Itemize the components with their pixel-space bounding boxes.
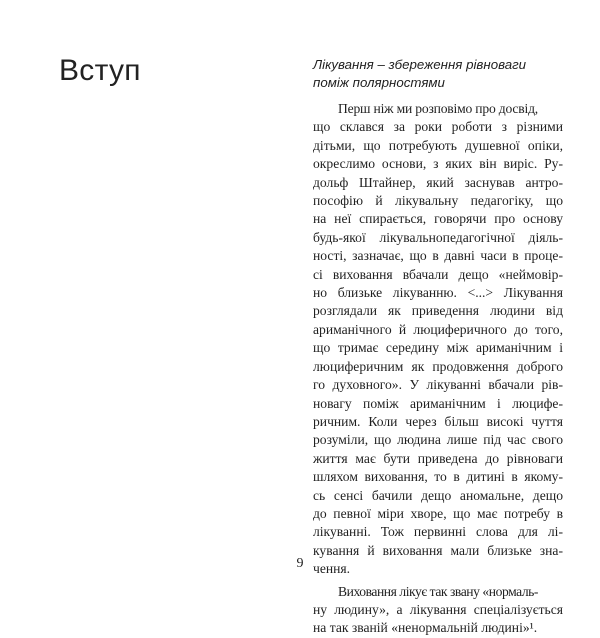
text-line: що тримає середину між ариманічним і: [313, 340, 563, 356]
subtitle-line: поміж полярностями: [313, 75, 445, 90]
text-line: життя має бути приведена до рівноваги: [313, 450, 563, 466]
text-line: новагу поміж ариманічним і люцифе-: [313, 395, 563, 411]
text-line: шляхом виховання, то в дитині в якому-: [313, 469, 563, 485]
text-line: но близьке лікуванню. <...> Лікування: [313, 285, 563, 301]
text-line: розуміли, що людина лише під час свого: [313, 432, 563, 448]
text-line: до певної міри хворе, що має потребу в: [313, 505, 563, 521]
section-subtitle: [313, 56, 563, 92]
paragraph: [313, 100, 563, 579]
text-line: ності, зазначає, що в давні часи в проце-: [313, 248, 563, 264]
text-line: люциферичним як продовження доброго: [313, 358, 563, 374]
text-line: го духовного». У лікуванні вбачали рів-: [313, 377, 563, 393]
text-line: лікуванні. Тож первинні слова для лі-: [313, 524, 563, 540]
text-line: Виховання лікує так звану «нормаль-: [338, 583, 538, 599]
text-line: на неї спирається, говорячи про основу: [313, 211, 563, 227]
text-line: окреслимо основи, з яких він виріс. Ру-: [313, 156, 563, 172]
text-line: дольф Штайнер, який заснував антро-: [313, 174, 563, 190]
text-line: сь сенсі бачили дещо аномальне, дещо: [313, 487, 563, 503]
text-line: ну людину», а лікування спеціалізується: [313, 601, 563, 617]
text-column: [313, 56, 563, 638]
text-line: дітьми, що потребують душевної опіки,: [313, 137, 563, 153]
text-line: ариманічного й люциферичного до того,: [313, 321, 563, 337]
text-line: пософію й лікувальну педагогіку, що: [313, 193, 563, 209]
chapter-title: Вступ: [59, 54, 141, 87]
text-line: ричним. Коли через більш високі чуття: [313, 413, 563, 429]
text-line: на так званій «ненормальній людині»¹.: [313, 620, 538, 636]
text-line: кування й виховання мали близьке зна-: [313, 542, 563, 558]
text-line: чення.: [313, 561, 351, 577]
text-line: будь-якої лікувальнопедагогічної діяль-: [313, 229, 563, 245]
paragraph: [313, 583, 563, 638]
text-line: Перш ніж ми розповімо про досвід,: [338, 101, 538, 116]
text-line: що склався за роки роботи з різними: [313, 119, 563, 135]
text-line: сі виховання вбачали дещо «неймовір-: [313, 266, 563, 282]
page-number: 9: [296, 556, 304, 571]
text-line: розглядали як приведення людини від: [313, 303, 563, 319]
subtitle-line: Лікування – збереження рівноваги: [313, 57, 527, 72]
